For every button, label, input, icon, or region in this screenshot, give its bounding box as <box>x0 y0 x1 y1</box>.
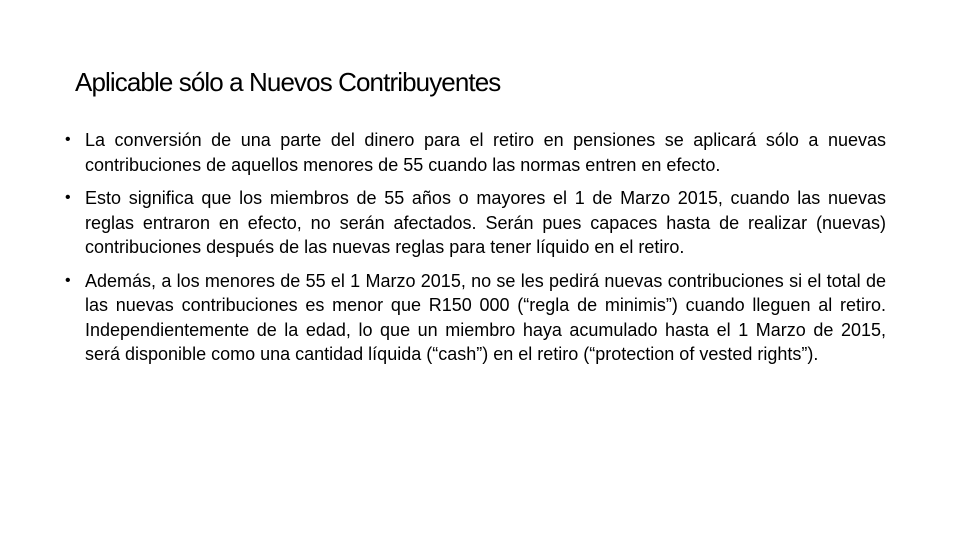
bullet-dot-icon: • <box>65 189 71 206</box>
bullet-list <box>62 128 886 376</box>
bullet-dot-icon: • <box>65 131 71 148</box>
slide-title: Aplicable sólo a Nuevos Contribuyentes <box>75 67 501 97</box>
bullet-item <box>62 186 886 260</box>
bullet-dot-icon: • <box>65 271 71 289</box>
bullet-text: La conversión de una parte del dinero para el retiro en pensiones se aplicará sólo a nuevas contribuciones de aquellos menores de 55 cuando las normas entren en efecto. <box>85 130 886 175</box>
bullet-text: Además, a los menores de 55 el 1 Marzo 2015, no se les pedirá nuevas contribuciones si el total de las nuevas contribuciones es menor que R150 000 (“regla de minimis”) cuando lleguen al retiro. Independientemente de la edad, lo que un miembro haya acumulado hasta el 1 Marzo de 2015, será disponible como una cantidad líquida (“cash”) en el retiro (“protection of vested rights”). <box>85 270 886 364</box>
bullet-text: Esto significa que los miembros de 55 años o mayores el 1 de Marzo 2015, cuando las nuevas reglas entraron en efecto, no serán afectados. Serán pues capaces hasta de realizar (nuevas) contribuciones después de las nuevas reglas para tener líquido en el retiro. <box>85 188 886 257</box>
bullet-item <box>62 269 886 367</box>
bullet-item <box>62 128 886 177</box>
